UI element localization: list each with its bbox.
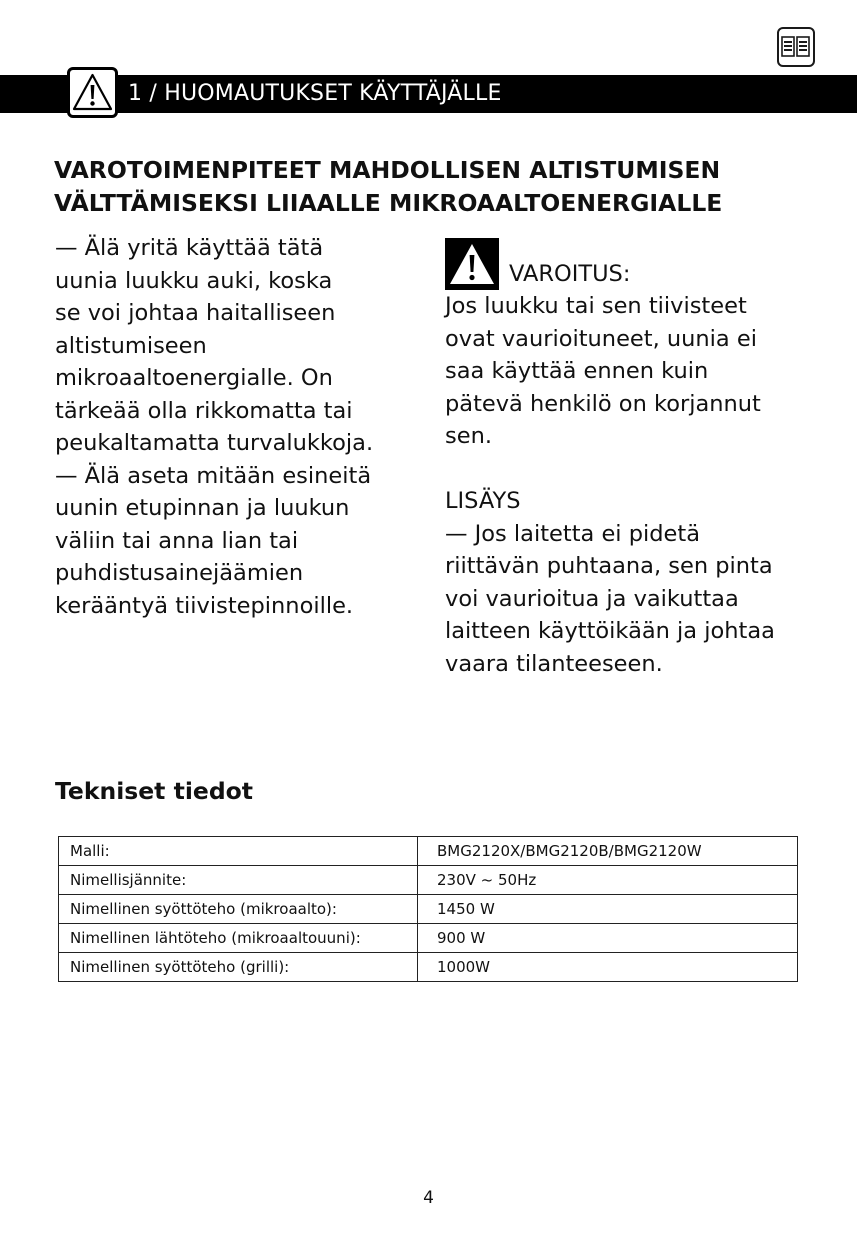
section-title: 1 / HUOMAUTUKSET KÄYTTÄJÄLLE bbox=[128, 81, 502, 106]
tech-specs-table bbox=[58, 836, 798, 982]
spec-value: 900 W bbox=[418, 924, 798, 953]
note-title: LISÄYS bbox=[445, 488, 521, 514]
spec-value: 230V ~ 50Hz bbox=[418, 866, 798, 895]
spec-value: 1450 W bbox=[418, 895, 798, 924]
text-line: — Älä yritä käyttää tätä bbox=[55, 235, 324, 261]
warning-heading bbox=[445, 236, 805, 290]
page-number: 4 bbox=[423, 1188, 434, 1208]
spec-label: Malli: bbox=[59, 837, 418, 866]
heading-line-1: VAROTOIMENPITEET MAHDOLLISEN ALTISTUMISEN bbox=[54, 156, 721, 184]
left-column-text bbox=[55, 232, 405, 622]
text-line: peukaltamatta turvalukkoja. bbox=[55, 430, 374, 456]
text-line: ovat vaurioituneet, uunia ei bbox=[445, 325, 757, 352]
text-line: kerääntyä tiivistepinnoille. bbox=[55, 592, 354, 619]
table-row bbox=[59, 953, 798, 982]
table-row bbox=[59, 866, 798, 895]
text-line: mikroaaltoenergialle. On bbox=[55, 365, 333, 391]
right-column-text bbox=[445, 236, 805, 680]
table-row bbox=[59, 837, 798, 866]
text-line: uunia luukku auki, koska bbox=[55, 267, 333, 294]
spec-value: 1000W bbox=[418, 953, 798, 982]
text-line: sen. bbox=[445, 423, 492, 449]
warning-label: VAROITUS: bbox=[509, 260, 631, 287]
tech-specs-title: Tekniset tiedot bbox=[55, 777, 254, 805]
text-line: — Älä aseta mitään esineitä bbox=[55, 462, 372, 489]
text-line: voi vaurioitua ja vaikuttaa bbox=[445, 585, 739, 612]
warning-triangle-icon bbox=[67, 67, 118, 118]
spec-label: Nimellisjännite: bbox=[59, 866, 418, 895]
table-row bbox=[59, 895, 798, 924]
text-line: tärkeää olla rikkomatta tai bbox=[55, 397, 353, 424]
spec-label: Nimellinen lähtöteho (mikroaaltouuni): bbox=[59, 924, 418, 953]
spec-label: Nimellinen syöttöteho (grilli): bbox=[59, 953, 418, 982]
text-line: se voi johtaa haitalliseen bbox=[55, 300, 336, 326]
text-line: puhdistusainejäämien bbox=[55, 560, 304, 586]
text-line: altistumiseen bbox=[55, 332, 207, 359]
text-line: — Jos laitetta ei pidetä bbox=[445, 520, 700, 547]
text-line: pätevä henkilö on korjannut bbox=[445, 390, 761, 417]
text-line: uunin etupinnan ja luukun bbox=[55, 495, 350, 521]
text-line: laitteen käyttöikään ja johtaa bbox=[445, 618, 775, 644]
text-line: riittävän puhtaana, sen pinta bbox=[445, 553, 773, 579]
text-line: saa käyttää ennen kuin bbox=[445, 358, 709, 384]
text-line: väliin tai anna lian tai bbox=[55, 527, 299, 554]
text-line: vaara tilanteeseen. bbox=[445, 650, 663, 677]
spec-value: BMG2120X/BMG2120B/BMG2120W bbox=[418, 837, 798, 866]
table-row bbox=[59, 924, 798, 953]
text-line: Jos luukku tai sen tiivisteet bbox=[445, 293, 747, 319]
manual-book-icon bbox=[777, 27, 815, 67]
page-heading bbox=[54, 154, 814, 220]
heading-line-2: VÄLTTÄMISEKSI LIIAALLE MIKROAALTOENERGIALLE bbox=[54, 189, 723, 217]
warning-solid-icon bbox=[445, 238, 499, 290]
spec-label: Nimellinen syöttöteho (mikroaalto): bbox=[59, 895, 418, 924]
